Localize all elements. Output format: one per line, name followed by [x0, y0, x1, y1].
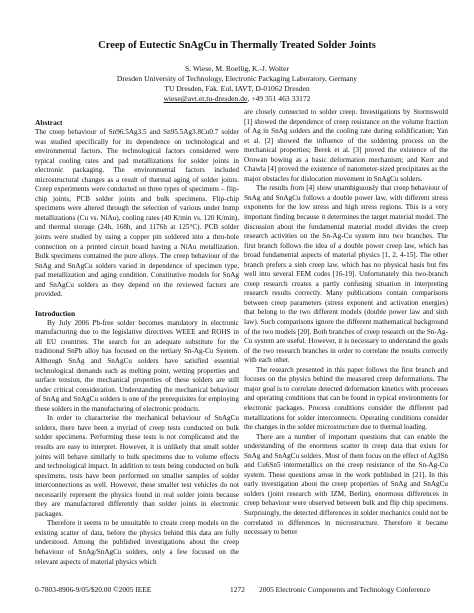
body-paragraph-4: There are a number of important questions that can enable the understanding of the enormous scatter in creep data that exists for SnAg and SnAgCu solders. Most of them focus on the effect of Ag3Sn and Cu6Sn5 intermetallics on the creep resistance of the Sn-Ag-Cu system. These questions arose in the work published in [21]. In this early investigation about the creep properties of SnAg and SnAgCu solders (joint research with IZM, Berlin), enormous differences in creep behaviour were observed between bulk and flip chip specimens. Surprisingly, the detected differences in solder mechanics could not be correlated to differences in microstructure. Therefore it became necessary to better — [244, 432, 448, 537]
body-paragraph-1: are closely connected to solder creep. Investigations by Stormswold [1] showed the dependence of creep resistance on the volume fraction of Ag in SnAg solders and the cooling rate during solidification; Yan et al. [2] showed the influence of the soldering process on the mechanical properties; Berek et al. [3] proved the existence of the Orowan bowing as a basic deformation mechanism; and Kerr and Chawla [4] proved the existence of nanometer-sized precipitates as the major obstacles for dislocation movement in SnAgCu solders. — [244, 108, 448, 183]
footer-page-number: 1272 — [230, 585, 245, 594]
intro-paragraph-3: Therefore it seems to be unsuitable to create creep models on the existing scatter of data, before the physics behind this data are fully understood. Among the published investigations about the creep behaviour of SnAg/SnAgCu solders, only a few focused on the relevant aspects of material physics which — [35, 519, 239, 566]
introduction-heading: Introduction — [35, 308, 76, 318]
right-column — [244, 108, 448, 538]
affiliation: Dresden University of Technology, Electronic Packaging Laboratory, Germany — [116, 74, 358, 83]
intro-paragraph-2: In order to characterise the mechanical behaviour of SnAgCu solders, there have been a myriad of creep tests conducted on bulk solder specimens. Performing these tests is not complicated and the results are easy to interpret. However, it is unlikely that small solder joints will behave similarly to bulk specimens due to volume effects and technological impact. In addition to tests being conducted on bulk specimens, tests have been performed on smaller samples of solder interconnections as well. However, these smaller test vehicles do not necessarily represent the physics found in real solder joints because they are manufactured differently than solder joints in electronic packages. — [35, 414, 239, 518]
email-link[interactable]: wiese@avt.et.tu-dresden.de — [163, 94, 248, 103]
footer-conference: 2005 Electronic Components and Technology Conference — [259, 585, 431, 594]
abstract-heading: Abstract — [35, 118, 63, 127]
body-paragraph-3: The research presented in this paper follows the first branch and focuses on the physics behind the measured creep deformations. The major goal is to correlate detected deformation kinetics with processes and operating conditions that can be found in typical environments for electronic packages. Process conditions consider the different pad metallizations for solder interconnects. Operating conditions consider the changes in the solder microstructure due to thermal loading. — [244, 365, 448, 432]
intro-paragraph-1: By July 2006 Pb-free solder becomes mandatory in electronic manufacturing due to the legislative directives WEEE and ROHS in all EU countries. The search for an adequate substitute for the traditional SnPb alloy has focused on the tertiary Sn-Ag-Cu System. Although SnAg and SnAgCu solders have satisfied essential technological demands such as melting point, wetting properties and surface tension, the mechanical properties of these solders are still under critical consideration. Understanding the mechanical behaviour of SnAg and SnAgCu solders is one of the prerequisites for employing these solders in the manufacturing of electronic products. — [35, 318, 239, 413]
left-column — [35, 118, 239, 567]
contact-line — [0, 94, 474, 104]
authors: S. Wiese, M. Roellig, K.-J. Wolter — [184, 64, 290, 73]
author-block — [0, 64, 474, 104]
phone: , +49 351 463 33172 — [247, 94, 311, 103]
paper-title: Creep of Eutectic SnAgCu in Thermally Treated Solder Joints — [98, 40, 376, 51]
footer-isbn: 0-7803-8906-9/05/$20.00 ©2005 IEEE — [35, 585, 152, 594]
address: TU Dresden, Fak. Eul, IAVT, D-01062 Dresden — [164, 84, 310, 93]
body-paragraph-2: The results from [4] show unambiguously that creep behaviour of SnAg and SnAgCu follows a double power law, with different stress exponents for the low stress and high stress regions. This is a very important finding because it determines the target material model. The discussion about the fundamental material model divides the creep research activities on the Sn-Ag-Cu system into two branches. The first branch follows the idea of a double power creep law, which has broad fundamental aspects of material physics [1, 2, 4-15]. The other branch prefers a sinh creep law, which has no physical basis but fits well into several FEM codes [16-19]. Unfortunately this two-branch creep research creates a partly confusing situation in interpreting research results correctly. Many publications contain comparisons between creep parameters (stress exponent and activation energies) that belong to the two different models (double power law and sinh law). Such comparisons ignore the different mathematical background of the two models [20]. Both branches of creep research on the Sn-Ag-Cu system are useful. However, it is necessary to understand the goals of the two research branches in order to correlate the results correctly with each other. — [244, 184, 448, 365]
abstract-text: The creep behaviour of Sn96.5Ag3.5 and Sn95.5Ag3.8Cu0.7 solder was studied specifically for its dependence on technological and environmental factors. The technological factors considered were typical cooling rates and pad metallizations for solder joints in electronic packaging. The environmental factors included microstructural changes as a result of thermal aging of solder joints. Creep experiments were conducted on three types of specimens – flip-chip joints, PCB solder joints and bulk specimens. Flip-chip specimens were altered through the selection of various under bump metallizations (Cu vs. NiAu), cooling rates (40 K/min vs. 120 K/min), and thermal storage (24h, 168h, and 1176h at 125°C). PCB solder joints were studied by using a copper pin soldered into a thru-hole connection on a printed circuit board having a NiAu metallization. Bulk specimens contained the pure alloys. The creep behaviour of the SnAg and SnAgCu solders varied in dependence of specimen type, pad metallization and aging condition. Constitutive models for SnAg and SnAgCu solders as they depend on the reviewed factors are provided. — [35, 128, 239, 299]
